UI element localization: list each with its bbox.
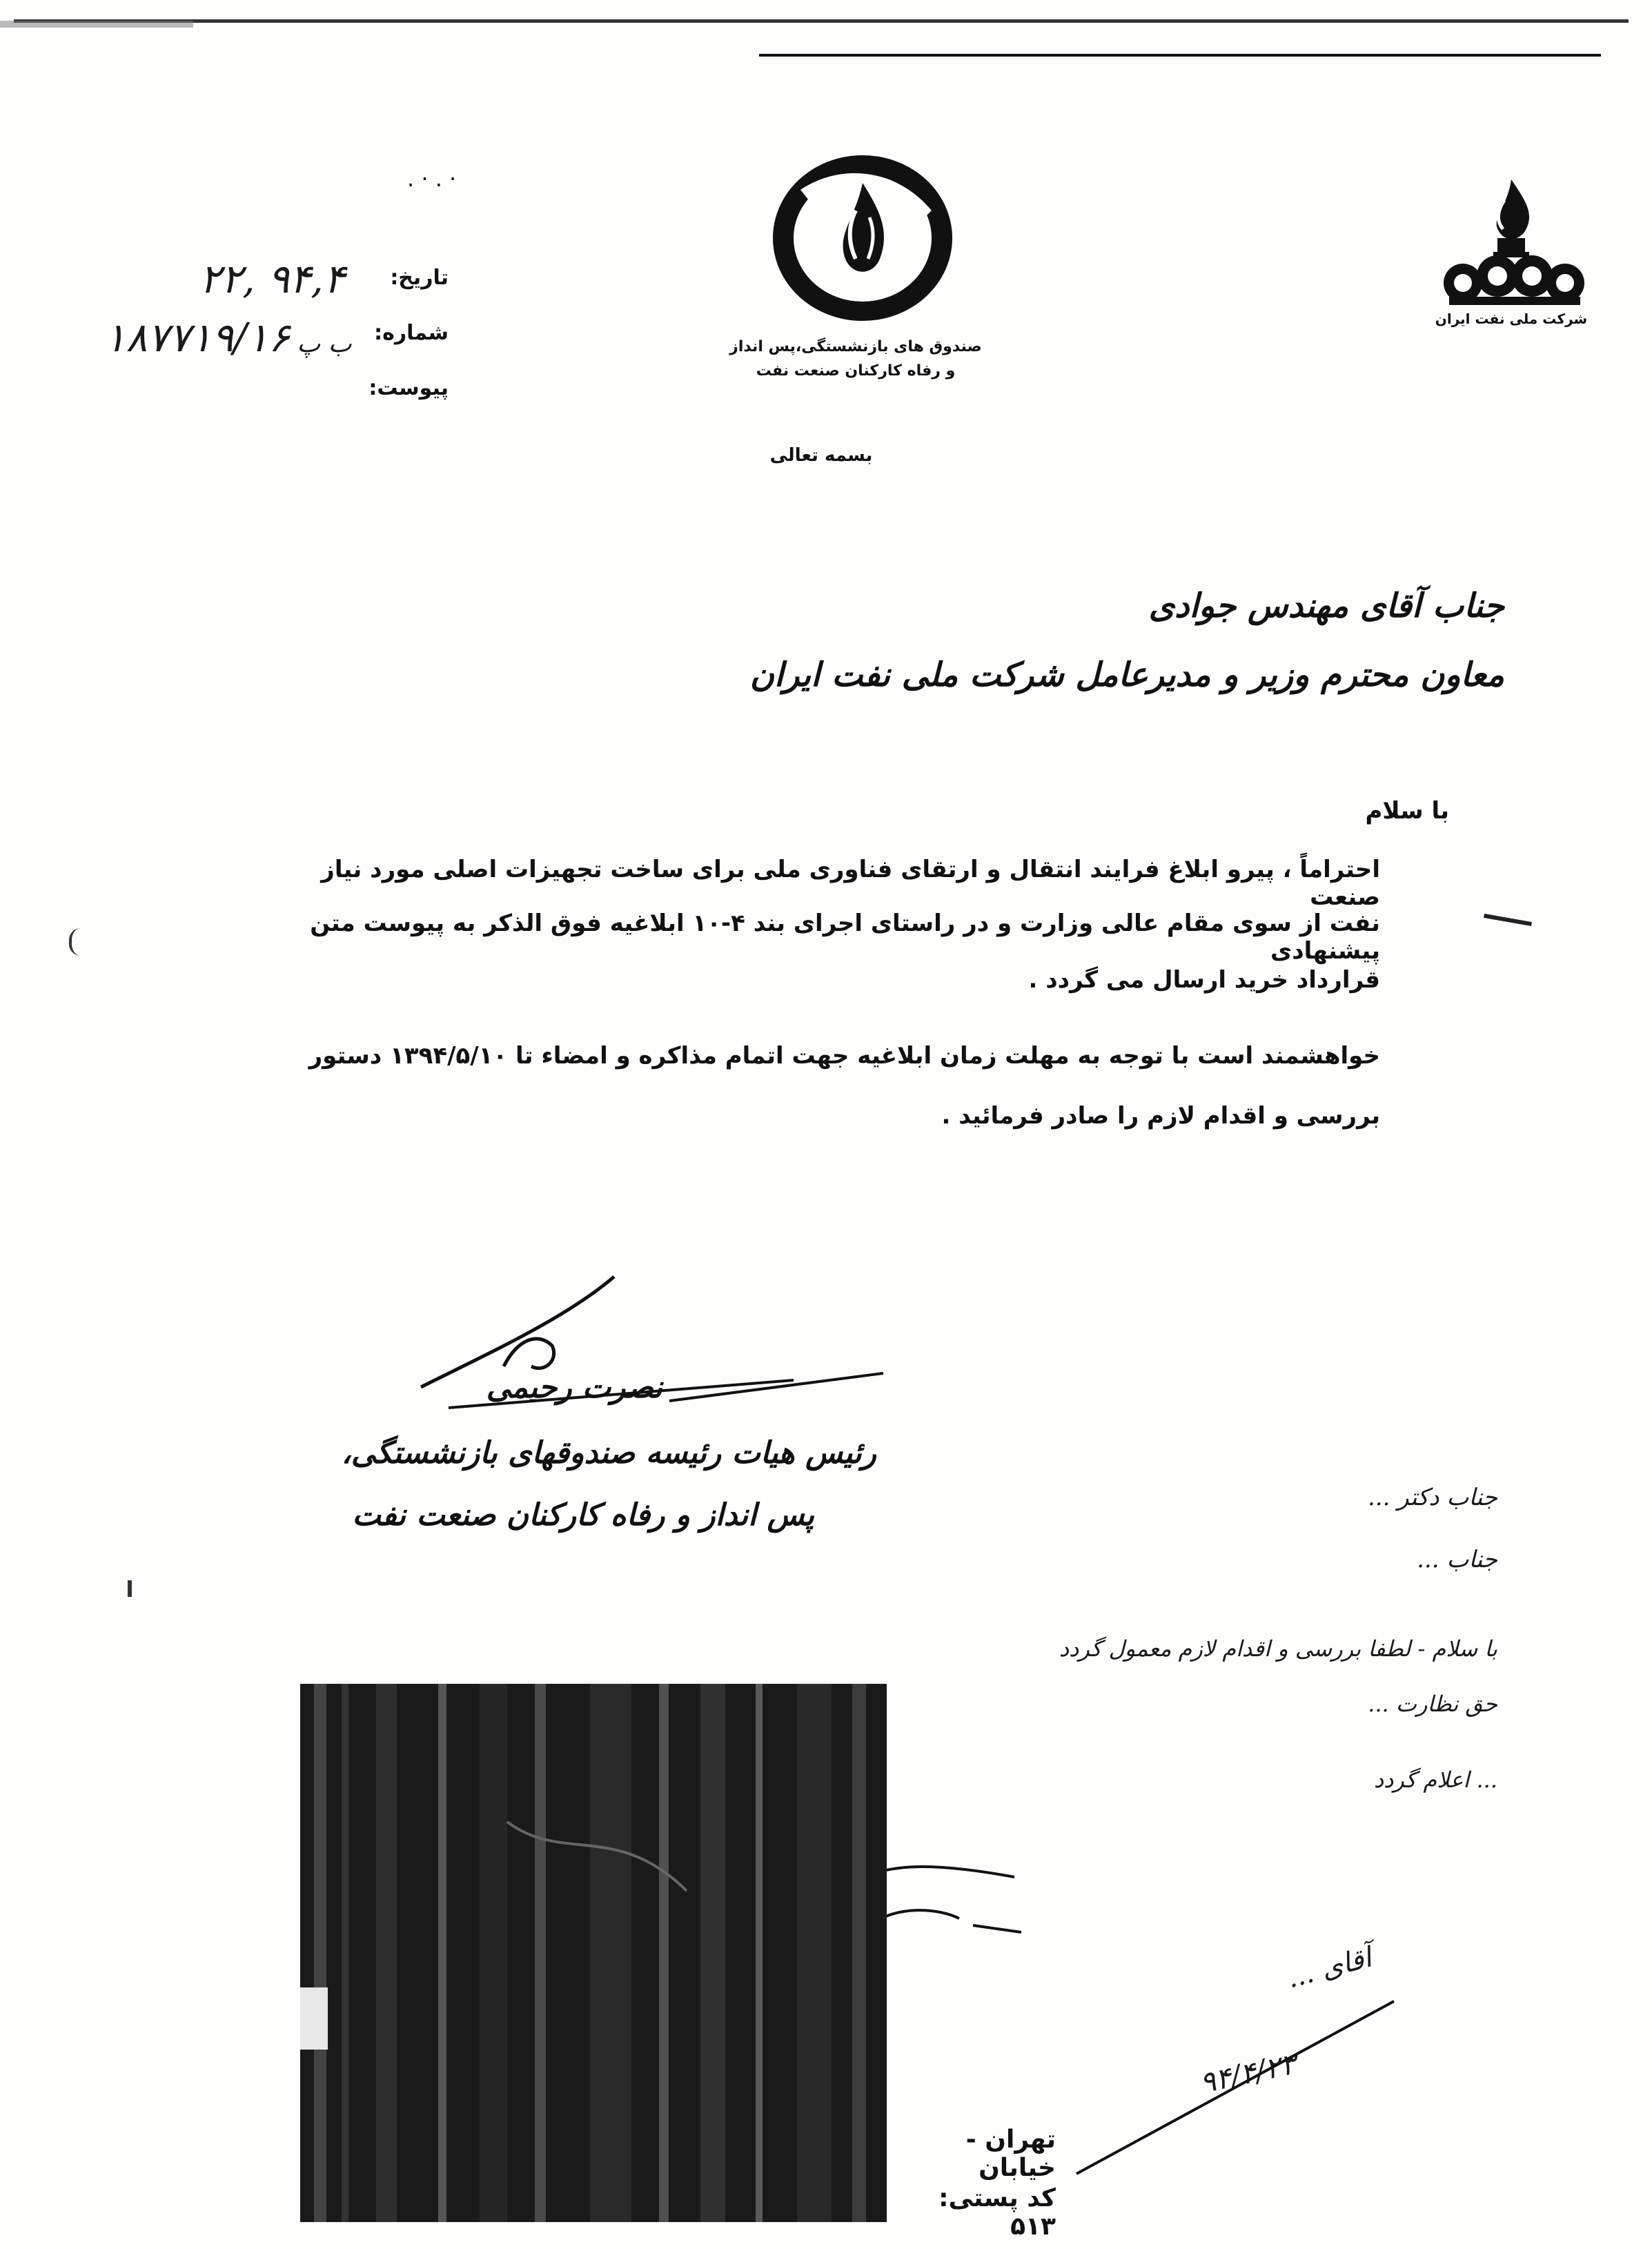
fund-logo-text-line2: و رفاه کارکنان صنعت نفت: [756, 362, 956, 380]
header-dots: . · . ·: [407, 166, 457, 192]
handwritten-note-line2: حق نظارت ...: [1368, 1691, 1497, 1717]
addressee-line2: معاون محترم وزیر و مدیرعامل شرکت ملی نفت ایران: [749, 656, 1504, 694]
handwritten-date-note: ۹۴/۴/۲۳: [1197, 2046, 1299, 2100]
handwritten-note-bottom: آقای ...: [1284, 1941, 1375, 1995]
signatory-title-line1: رئیس هیات رئیسه صندوقهای بازنشستگی،: [341, 1435, 876, 1471]
fund-logo: [759, 148, 966, 335]
greeting: با سلام: [1365, 797, 1449, 825]
handwritten-note-line3: ... اعلام گردد: [1373, 1767, 1497, 1793]
punch-hole-mark: [69, 928, 92, 956]
fund-logo-text-line1: صندوق های بازنشستگی،پس انداز: [729, 338, 982, 355]
top-rule: [759, 54, 1601, 57]
handwritten-stroke-icon: [1070, 1987, 1415, 2194]
redacted-stamp-area: [300, 1684, 887, 2222]
number-prefix: ب پ: [297, 330, 352, 358]
fund-emblem-icon: [759, 148, 966, 335]
attachment-label: پیوست:: [368, 376, 449, 400]
margin-tick: [128, 1580, 132, 1597]
nioc-logo: [1422, 166, 1601, 338]
number-label: شماره:: [374, 321, 449, 345]
footer-address: تهران - خیابان: [965, 2125, 1056, 2182]
footer-postal-code: کد پستی: ۵۱۳: [938, 2184, 1056, 2241]
nioc-logo-text: شرکت ملی نفت ایران: [1435, 311, 1588, 327]
handwritten-note-top1: جناب دکتر ...: [1367, 1484, 1497, 1511]
date-label: تاریخ:: [390, 266, 449, 290]
scan-noise-corner: [0, 21, 193, 28]
para1-line3: قرارداد خرید ارسال می گردد .: [1028, 966, 1380, 994]
signatory-name: نصرت رحیمی: [486, 1370, 662, 1405]
signatory-title-line2: پس انداز و رفاه کارکنان صنعت نفت: [352, 1497, 814, 1533]
number-value: ۱۸۷۷۱۹/۱۶: [104, 314, 290, 361]
date-value: ۹۴,۴ ,۲۲: [199, 255, 345, 302]
invocation: بسمه تعالی: [769, 445, 873, 466]
top-scan-edge: [14, 19, 1629, 23]
para2-line1: خواهشمند است با توجه به مهلت زمان ابلاغیه جهت اتمام مذاکره و امضاء تا ۱۳۹۴/۵/۱۰ دستور: [308, 1042, 1380, 1070]
para2-line2: بررسی و اقدام لازم را صادر فرمائید .: [941, 1102, 1380, 1130]
redaction-texture-icon: [300, 1684, 887, 2222]
para1-line1: احتراماً ، پیرو ابلاغ فرایند انتقال و ارتقای فناوری ملی برای ساخت تجهیزات اصلی مورد نیاز صنعت: [321, 856, 1380, 911]
handwritten-note-top2: جناب ...: [1417, 1546, 1497, 1573]
para1-line2: نفت از سوی مقام عالی وزارت و در راستای اجرای بند ۴-۱۰ ابلاغیه فوق الذکر به پیوست متن پیشنهادی: [310, 910, 1380, 965]
handwritten-note-line1: با سلام - لطفا بررسی و اقدام لازم معمول گردد: [1059, 1636, 1497, 1662]
margin-mark: [1484, 914, 1532, 926]
addressee-line1: جناب آقای مهندس جوادی: [1148, 587, 1504, 625]
